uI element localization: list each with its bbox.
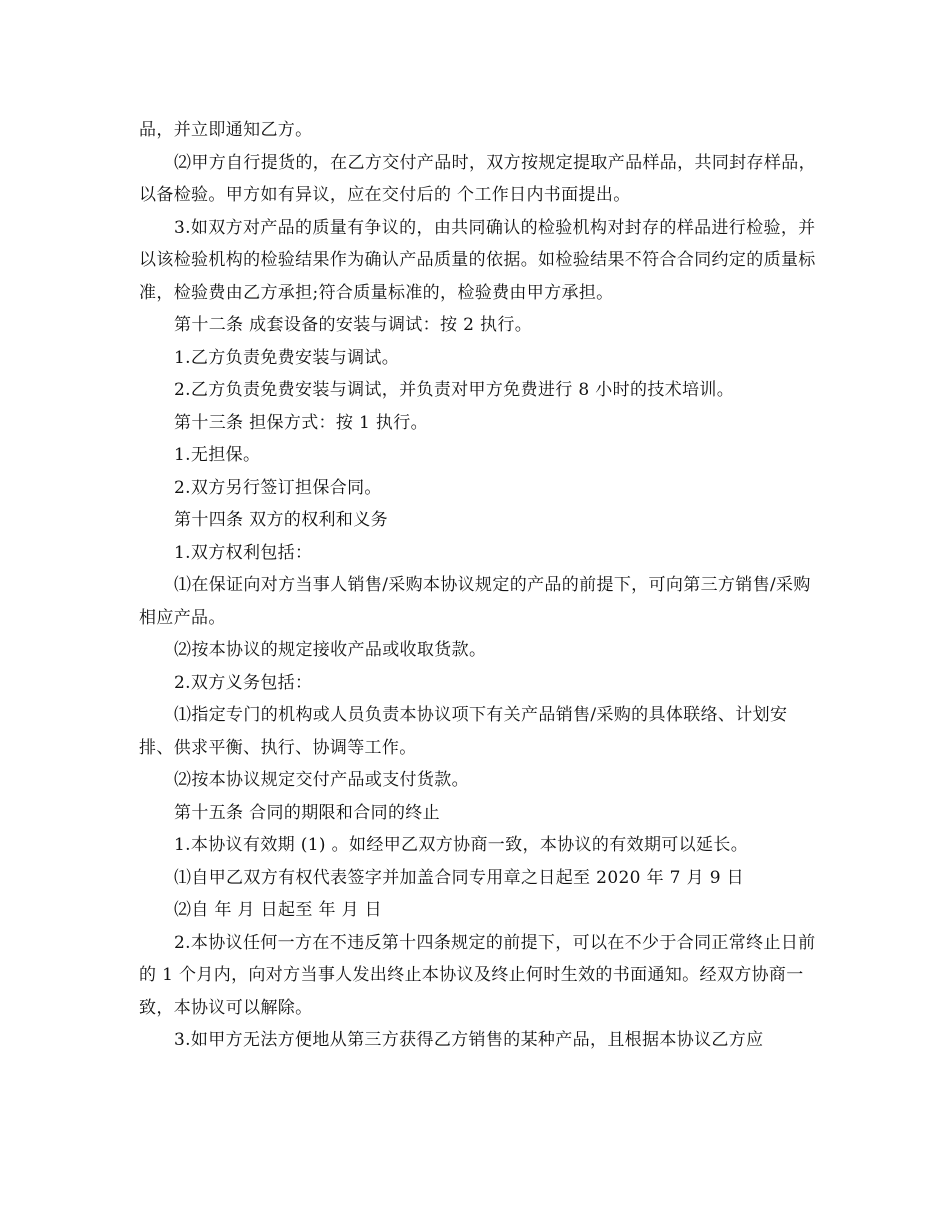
article-14-rights-item-1: ⑴在保证向对方当事人销售/采购本协议规定的产品的前提下，可向第三方销售/采购相应产品。 bbox=[139, 575, 811, 628]
paragraph-self-pickup-inspection: ⑵甲方自行提货的，在乙方交付产品时，双方按规定提取产品样品，共同封存样品，以备检验。甲方如有异议，应在交付后的 个工作日内书面提出。 bbox=[139, 152, 816, 205]
article-14-obligations-item-1: ⑴指定专门的机构或人员负责本协议项下有关产品销售/采购的具体联络、计划安排、供求平衡、执行、协调等工作。 bbox=[139, 705, 788, 758]
article-12-item-2: 2.乙方负责免费安装与调试，并负责对甲方免费进行 8 小时的技术培训。 bbox=[174, 380, 735, 400]
document-body bbox=[139, 114, 819, 1057]
article-12-heading: 第十二条 成套设备的安装与调试：按 2 执行。 bbox=[174, 315, 533, 335]
article-13-heading: 第十三条 担保方式：按 1 执行。 bbox=[174, 412, 428, 433]
article-12-item-1: 1.乙方负责免费安装与调试。 bbox=[174, 347, 400, 368]
article-14-rights-item-2: ⑵按本协议的规定接收产品或收取货款。 bbox=[174, 640, 487, 660]
article-15-item-3: 3.如甲方无法方便地从第三方获得乙方销售的某种产品，且根据本协议乙方应 bbox=[174, 1030, 764, 1050]
article-14-heading: 第十四条 双方的权利和义务 bbox=[174, 510, 388, 530]
article-15-heading: 第十五条 合同的期限和合同的终止 bbox=[174, 802, 441, 823]
paragraph-continuation: 品，并立即通知乙方。 bbox=[139, 120, 313, 140]
article-13-item-2: 2.双方另行签订担保合同。 bbox=[174, 477, 382, 498]
paragraph-quality-dispute: 3.如双方对产品的质量有争议的，由共同确认的检验机构对封存的样品进行检验，并以该检验机构的检验结果作为确认产品质量的依据。如检验结果不符合合同约定的质量标准，检验费由乙方承担;符合质量标准的，检验费由甲方承担。 bbox=[139, 217, 816, 303]
article-14-obligations-heading: 2.双方义务包括： bbox=[174, 672, 313, 693]
article-15-item-1-option-2: ⑵自 年 月 日起至 年 月 日 bbox=[174, 900, 383, 920]
article-15-item-1-option-1: ⑴自甲乙双方有权代表签字并加盖合同专用章之日起至 2020 年 7 月 9 日 bbox=[174, 867, 744, 888]
article-15-item-2: 2.本协议任何一方在不违反第十四条规定的前提下，可以在不少于合同正常终止日前的 1 个月内，向对方当事人发出终止本协议及终止何时生效的书面通知。经双方协商一致，本协议可以解除。 bbox=[139, 932, 816, 1018]
article-14-obligations-item-2: ⑵按本协议规定交付产品或支付货款。 bbox=[174, 770, 469, 790]
article-15-item-1: 1.本协议有效期 (1) 。如经甲乙双方协商一致，本协议的有效期可以延长。 bbox=[174, 835, 749, 855]
article-13-item-1: 1.无担保。 bbox=[174, 445, 261, 465]
article-14-rights-heading: 1.双方权利包括： bbox=[174, 542, 313, 563]
